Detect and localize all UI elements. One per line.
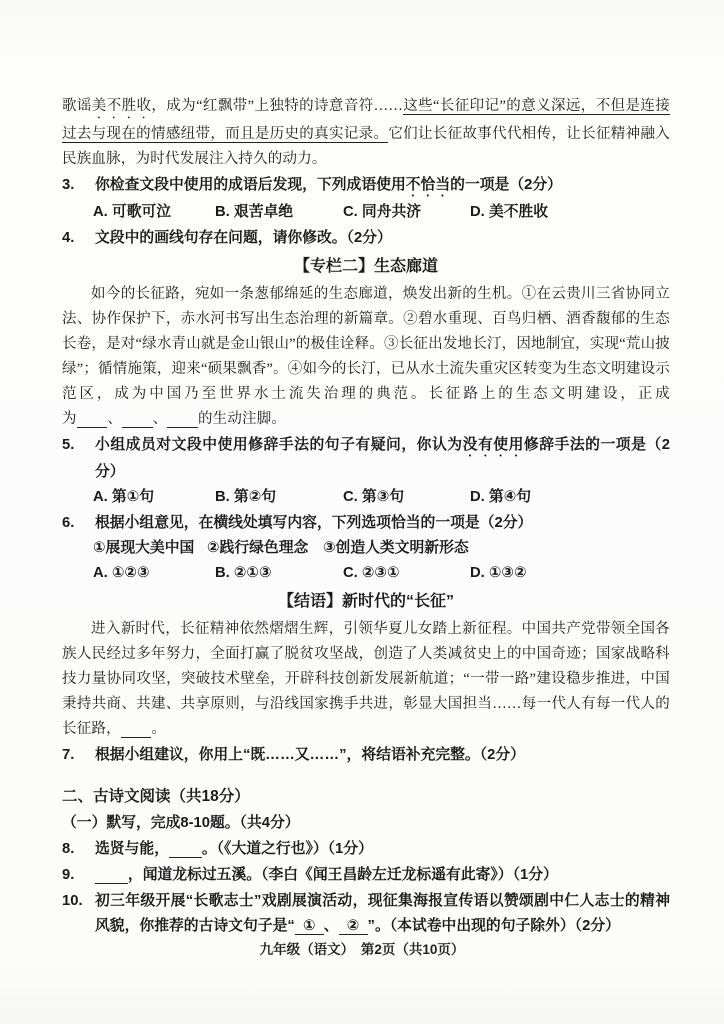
text-segment: 、 [152,411,168,427]
section-2-subtitle: （一）默写，完成8-10题。（共4分） [62,815,300,831]
option-item: C. ②③① [343,565,400,581]
question-3-stem [95,173,670,200]
option-item: C. 同舟共济 [343,204,422,220]
question-6-options [62,561,670,586]
epilogue-heading: 【结语】新时代的“长征” [277,593,454,610]
underlined-text [122,411,153,428]
section-2-title: 二、古诗文阅读（共18分） [62,788,250,805]
question-6-items [62,536,670,561]
text-segment: 、 [107,411,123,427]
question-7-number: 7. [62,747,75,763]
question-10-stem [95,889,670,939]
question-7-stem [95,743,670,768]
question-8-number: 8. [62,841,75,857]
underlined-text: ① [294,918,324,934]
column-2-paragraph [62,282,670,432]
text-segment: ，成为“红飘带”上独特的诗意音符…… [151,98,404,114]
option-item: C. 第③句 [343,489,405,505]
question-10 [62,889,670,939]
text-segment: 歌谣 [62,98,92,114]
option-item: B. 第②句 [215,489,277,505]
option-item: B. 艰苦卓绝 [215,204,294,220]
page-content [62,94,670,939]
option-item: A. 可歌可泣 [93,204,172,220]
option-item: D. 第④句 [470,489,532,505]
question-9-stem [95,863,670,888]
option-item: A. ①②③ [93,565,150,581]
question-4-stem [95,226,670,251]
option-item: B. ②①③ [215,565,272,581]
intro-paragraph [62,94,670,172]
option-item: ①展现大美中国 [93,540,195,556]
text-segment: 进入新时代，长征精神依然熠熠生辉，引领华夏儿女踏上新征程。中国共产党带领全国各族人民经过多年努力，全面打赢了脱贫攻坚战，创造了人类减贫史上的中国奇迹；国家战略科技力量协同攻坚，突破技术壁垒，开辟科技创新发展新航道；“一带一路”建设稳步推进，中国秉持共商、共建、共享原则，与沿线国家携手共进，彰显大国担当……每一代人有每一代人的长征路， [62,621,670,737]
epilogue-paragraph [62,617,670,742]
question-10-number: 10. [62,893,83,909]
question-4-number: 4. [62,230,75,246]
text-segment: ”。（本试卷中出现的句子除外）（2分） [367,918,620,934]
page-footer-text: 九年级（语文） 第2页（共10页） [259,942,465,957]
question-5-stem [95,433,670,485]
page-footer [0,938,724,958]
emphasized-text: 不恰当 [405,177,451,193]
option-item: D. ①③② [470,565,527,581]
emphasized-text: 美不胜收 [91,98,152,114]
underlined-text: 这些“长征印记”的意义深远，不但是连接过去与现在的情感纽带，而且是历史的真实记录。 [62,98,670,142]
text-segment: 初三年级开展“长歌志士”戏剧展演活动，现征集海报宣传语以赞颂剧中仁人志士的精神风貌，你推荐的古诗文句子是“ [95,893,670,934]
column-2-heading: 【专栏二】生态廊道 [293,258,438,275]
text-segment: 根据小组建议，你用上“既……又……”，将结语补充完整。（2分） [95,747,525,763]
text-segment: 小组成员对文段中使用修辞手法的句子有疑问，你认为 [95,437,463,453]
underlined-text [77,411,108,428]
question-5-number: 5. [62,437,75,453]
question-6 [62,511,670,536]
text-segment: 你检查文段中使用的成语后发现，下列成语使用 [95,177,406,193]
question-3 [62,173,670,200]
emphasized-text: 没有使用 [462,437,524,453]
underlined-text [169,841,202,858]
question-8 [62,837,670,862]
question-5 [62,433,670,485]
option-item: ③创造人类文明新形态 [323,540,469,556]
text-segment: 它们让长征故事代代相传，让长征精神融入民族血脉，为时代发展注入持久的动力。 [62,126,670,167]
text-segment: 选贤与能， [95,841,169,857]
text-segment: 修辞手法的一项是（2分） [95,437,670,480]
option-item: A. 第①句 [93,489,155,505]
text-segment: 根据小组意见，在横线处填写内容，下列选项恰当的一项是（2分） [95,515,533,531]
text-segment: 。（《大道之行也》）（1分） [201,841,373,857]
text-segment: 。 [151,721,167,737]
question-5-options [62,485,670,510]
text-segment: 文段中的画线句存在问题，请你修改。（2分） [95,230,392,246]
question-9 [62,863,670,888]
question-8-stem [95,837,670,862]
question-6-stem [95,511,670,536]
underlined-text [167,411,198,428]
question-3-number: 3. [62,177,75,193]
option-item: D. 美不胜收 [470,204,549,220]
text-segment: 的一项是（2分） [450,177,562,193]
question-3-options [62,200,670,225]
option-item: ②践行绿色理念 [207,540,309,556]
underlined-text [121,721,152,738]
text-segment: 的生动注脚。 [197,411,287,427]
text-segment: ，闻道龙标过五溪。（李白《闻王昌龄左迁龙标遥有此寄》）（1分） [127,867,558,883]
text-segment: 如今的长征路，宛如一条葱郁绵延的生态廊道，焕发出新的生机。①在云贵川三省协同立法、协作保护下，赤水河书写出生态治理的新篇章。②碧水重现、百鸟归栖、酒香馥郁的生态长卷，是对“绿水青山就是金山银山”的极佳诠释。③长征出发地长汀，因地制宜，实现“荒山披绿”；循情施策，迎来“硕果飘香”。④如今的长汀，已从水土流失重灾区转变为生态文明建设示范区，成为中国乃至世界水土流失治理的典范。长征路上的生态文明建设，正成为 [62,286,670,427]
underlined-text [95,867,128,884]
underlined-text: ② [338,918,368,934]
question-6-number: 6. [62,515,75,531]
text-segment: 、 [323,918,339,934]
question-7 [62,743,670,768]
question-9-number: 9. [62,867,75,883]
question-4 [62,226,670,251]
